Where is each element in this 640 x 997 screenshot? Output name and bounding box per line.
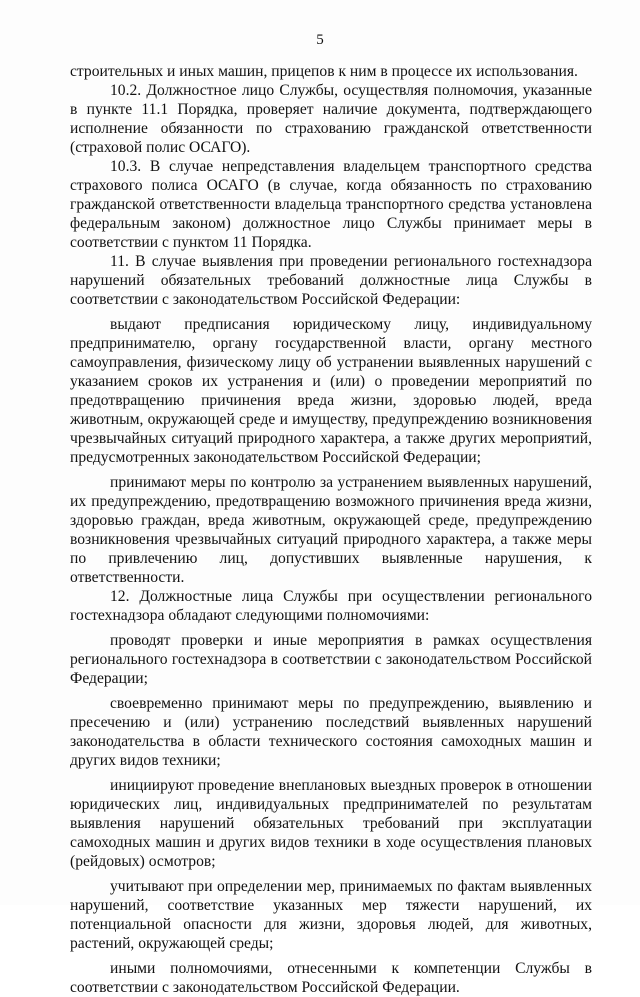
paragraph: инициируют проведение внеплановых выездных проверок в отношении юридических лиц, индивидуальных предпринимателей по результатам выявления нарушений обязательных требований при эксплуатации самоходных машин и других видов техники в ходе осуществления плановых (рейдовых) осмотров; [70,777,592,870]
paragraph: 10.3. В случае непредставления владельцем транспортного средства страхового полиса ОСАГО (в случае, когда обязанность по страхованию гражданской ответственности владельца транспортного средства установлена федеральным законом) должностное лицо Службы принимает меры в соответствии с пунктом 11 Порядка. [70,158,592,251]
document-body [70,62,592,997]
paragraph: принимают меры по контролю за устранением выявленных нарушений, их предупреждению, предотвращению возможного причинения вреда жизни, здоровью граждан, вреда животным, окружающей среде, предупреждению возникновения чрезвычайных ситуаций природного характера, а также меры по привлечению лиц, допустивших выявленные нарушения, к ответственности. [70,474,592,586]
paragraph: своевременно принимают меры по предупреждению, выявлению и пресечению и (или) устранению последствий выявленных нарушений законодательства в области технического состояния самоходных машин и других видов техники; [70,695,592,769]
page-number: 5 [316,32,324,48]
paragraph: 12. Должностные лица Службы при осуществлении регионального гостехнадзора обладают следующими полномочиями: [70,588,592,624]
paragraph: строительных и иных машин, прицепов к ним в процессе их использования. [70,63,578,80]
paragraph: 11. В случае выявления при проведении регионального гостехнадзора нарушений обязательных требований должностные лица Службы в соответствии с законодательством Российской Федерации: [70,253,592,308]
paragraph: иными полномочиями, отнесенными к компетенции Службы в соответствии с законодательством Российской Федерации. [70,960,592,996]
paragraph: проводят проверки и иные мероприятия в рамках осуществления регионального гостехнадзора в соответствии с законодательством Российской Федерации; [70,632,592,687]
paragraph: учитывают при определении мер, принимаемых по фактам выявленных нарушений, соответствие указанных мер тяжести нарушений, их потенциальной опасности для жизни, здоровья людей, для животных, растений, окружающей среды; [70,878,592,952]
paragraph: выдают предписания юридическому лицу, индивидуальному предпринимателю, органу государственной власти, органу местного самоуправления, физическому лицу об устранении выявленных нарушений с указанием сроков их устранения и (или) о проведении мероприятий по предотвращению причинения вреда жизни, здоровью людей, вреда животным, окружающей среде и имуществу, предупреждению возникновения чрезвычайных ситуаций природного характера, а также других мероприятий, предусмотренных законодательством Российской Федерации; [70,316,592,466]
paragraph: 10.2. Должностное лицо Службы, осуществляя полномочия, указанные в пункте 11.1 Порядка, проверяет наличие документа, подтверждающего исполнение обязанности по страхованию гражданской ответственности (страховой полис ОСАГО). [70,82,592,156]
